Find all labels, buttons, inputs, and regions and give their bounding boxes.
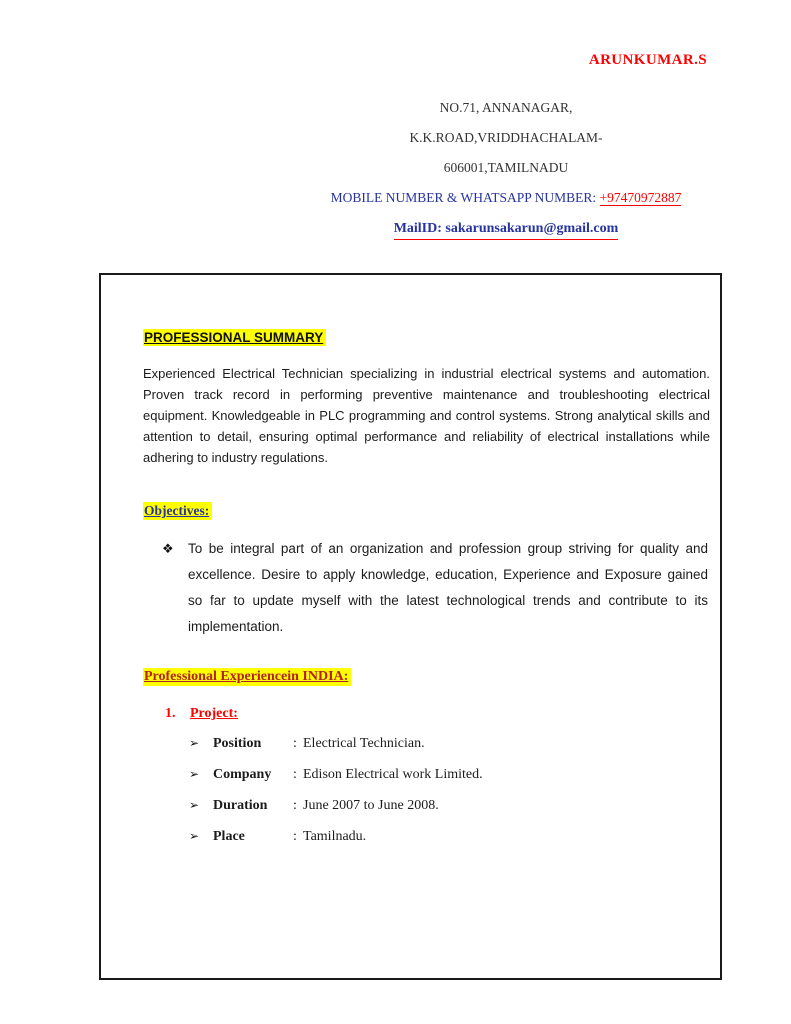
phone-number-link[interactable]: +97470972887 — [599, 190, 682, 205]
experience-row-position — [143, 734, 710, 753]
experience-field-separator: : — [293, 767, 297, 782]
experience-field-value: June 2007 to June 2008. — [303, 798, 439, 813]
experience-field-label: Duration — [213, 798, 268, 813]
experience-field-label: Company — [213, 767, 272, 782]
contact-block — [271, 93, 741, 243]
section-title-objectives: Objectives: — [143, 502, 212, 520]
resume-body-box — [99, 273, 722, 980]
experience-field-value: Tamilnadu. — [303, 829, 367, 844]
section-title-professional-summary: PROFESSIONAL SUMMARY — [143, 329, 326, 346]
project-label: Project: — [190, 706, 238, 721]
arrow-bullet-icon: ➢ — [189, 829, 200, 843]
arrow-bullet-icon: ➢ — [189, 798, 200, 812]
mail-line — [271, 213, 741, 243]
objectives-bullet-row — [143, 536, 710, 640]
mobile-line — [271, 183, 741, 213]
mail-label: MailID: — [393, 221, 446, 236]
candidate-name: ARUNKUMAR.S — [588, 52, 707, 68]
experience-field-label: Place — [213, 829, 245, 844]
experience-field-value: Electrical Technician. — [303, 736, 425, 751]
experience-field-separator: : — [293, 829, 297, 844]
experience-field-label: Position — [213, 736, 262, 751]
mobile-label: MOBILE NUMBER & WHATSAPP NUMBER: — [330, 190, 600, 205]
arrow-bullet-icon: ➢ — [189, 736, 200, 750]
mail-value: sakarunsakarun@gmail.com — [445, 221, 619, 236]
diamond-bullet-icon: ❖ — [162, 541, 174, 556]
project-heading — [143, 706, 710, 722]
address-line-1: NO.71, ANNANAGAR, — [439, 100, 573, 115]
experience-row-company — [143, 765, 710, 784]
experience-row-duration — [143, 796, 710, 815]
experience-field-separator: : — [293, 798, 297, 813]
professional-summary-text: Experienced Electrical Technician specializing in industrial electrical systems and automation. Proven track record in performing preventive maintenance and troubleshooting electrical equipment. Knowledgeable in PLC programming and control systems. Strong analytical skills and attention to detail, ensuring optimal performance and reliability of electrical installations while adhering to industry regulations. — [143, 366, 710, 465]
objectives-text: To be integral part of an organization and profession group striving for quality and excellence. Desire to apply knowledge, education, Experience and Exposure gained so far to update myself with the latest technological trends and contribute to its implementation. — [188, 541, 708, 634]
arrow-bullet-icon: ➢ — [189, 767, 200, 781]
project-number: 1. — [165, 706, 176, 721]
experience-row-place — [143, 827, 710, 846]
address-line-2: K.K.ROAD,VRIDDHACHALAM- — [409, 130, 603, 145]
experience-field-separator: : — [293, 736, 297, 751]
experience-field-value: Edison Electrical work Limited. — [303, 767, 483, 782]
email-link[interactable] — [394, 219, 619, 240]
section-title-professional-experience: Professional Experiencein INDIA: — [143, 668, 351, 686]
address-line-3: 606001,TAMILNADU — [443, 160, 569, 175]
